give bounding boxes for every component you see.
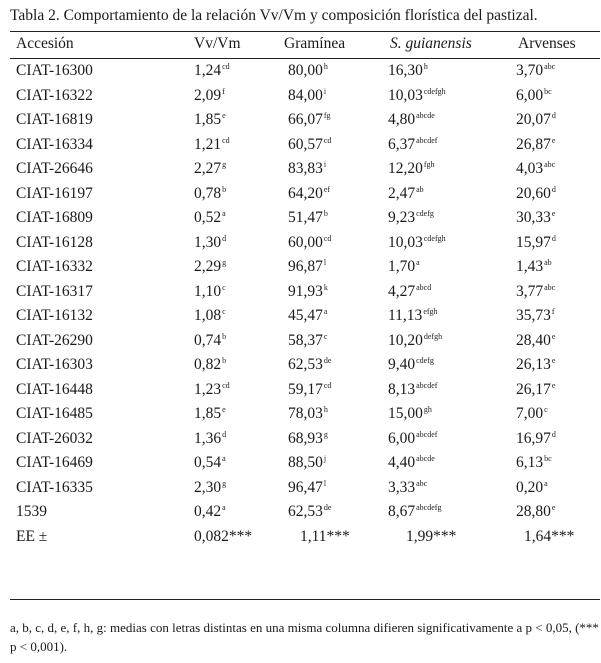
cell-value: 1,85 xyxy=(194,111,222,128)
significance-letters: ab xyxy=(544,258,552,267)
cell-accesion: CIAT-26290 xyxy=(16,331,93,349)
cell-arvenses xyxy=(516,160,555,178)
cell-graminea xyxy=(288,136,331,154)
cell-value: 1,10 xyxy=(194,282,222,300)
cell-value: 6,37 xyxy=(388,135,416,153)
cell-value: 51,47 xyxy=(288,209,323,226)
significance-letters: fgh xyxy=(423,160,435,169)
cell-value: 62,53 xyxy=(288,356,323,373)
significance-letters: e xyxy=(222,111,226,120)
cell-value: 96,47 xyxy=(288,478,323,496)
cell-s-guianensis xyxy=(388,332,442,350)
significance-letters: b xyxy=(222,331,227,341)
cell-vv-vm xyxy=(194,381,230,399)
cell-value: 60,57 xyxy=(288,135,323,153)
cell-value: 1,85 xyxy=(194,405,222,422)
header-s-guianensis: S. guianensis xyxy=(390,35,472,52)
header-graminea: Gramínea xyxy=(284,35,346,52)
cell-arvenses xyxy=(516,405,548,423)
cell-vv-vm xyxy=(194,503,226,521)
cell-accesion: CIAT-16300 xyxy=(16,62,93,79)
cell-value: 6,00 xyxy=(388,429,416,447)
significance-letters: g xyxy=(222,160,227,169)
cell-accesion: CIAT-16332 xyxy=(16,258,93,275)
cell-value: 10,03 xyxy=(388,233,423,251)
cell-arvenses xyxy=(516,185,556,203)
significance-letters: a xyxy=(222,503,226,512)
significance-letters: cdefg xyxy=(416,209,434,218)
cell-value: 58,37 xyxy=(288,331,323,349)
cell-value: 30,33 xyxy=(516,209,551,226)
cell-value: 12,20 xyxy=(388,160,423,177)
cell-arvenses xyxy=(516,87,552,105)
cell-accesion: CIAT-16469 xyxy=(16,454,93,471)
cell-value: 1,23 xyxy=(194,380,222,398)
significance-letters: a xyxy=(222,454,226,463)
cell-accesion: CIAT-16485 xyxy=(16,405,93,422)
cell-value: 9,23 xyxy=(388,209,416,226)
cell-accesion: 1539 xyxy=(16,503,47,520)
cell-accesion: CIAT-16322 xyxy=(16,86,93,104)
cell-accesion: CIAT-16303 xyxy=(16,356,93,373)
significance-letters: c xyxy=(222,282,226,292)
cell-graminea xyxy=(288,356,331,374)
ee-arvenses: 1,64*** xyxy=(524,527,575,545)
significance-letters: abcdef xyxy=(416,135,438,145)
cell-arvenses xyxy=(516,111,556,129)
cell-value: 84,00 xyxy=(288,86,323,104)
cell-vv-vm xyxy=(194,185,226,203)
cell-s-guianensis xyxy=(388,283,431,301)
significance-letters: e xyxy=(551,331,556,341)
cell-s-guianensis xyxy=(388,62,428,80)
cell-value: 3,70 xyxy=(516,62,544,79)
cell-value: 91,93 xyxy=(288,282,323,300)
cell-value: 2,30 xyxy=(194,478,222,496)
cell-vv-vm xyxy=(194,479,226,497)
cell-arvenses xyxy=(516,234,556,252)
significance-letters: cdefgh xyxy=(423,86,446,96)
cell-arvenses xyxy=(516,332,555,350)
significance-letters: c xyxy=(323,331,328,341)
cell-value: 4,03 xyxy=(516,160,544,177)
cell-graminea xyxy=(288,479,326,497)
significance-letters: fg xyxy=(323,111,331,120)
cell-value: 0,78 xyxy=(194,184,222,202)
cell-graminea xyxy=(288,160,326,178)
significance-letters: f xyxy=(551,307,555,316)
cell-vv-vm xyxy=(194,136,230,154)
significance-letters: c xyxy=(222,307,226,316)
significance-letters: cd xyxy=(222,62,230,71)
cell-value: 59,17 xyxy=(288,380,323,398)
cell-vv-vm xyxy=(194,307,226,325)
cell-accesion: CIAT-16128 xyxy=(16,233,93,251)
header-accesion: Accesión xyxy=(16,35,74,52)
cell-value: 20,07 xyxy=(516,111,551,128)
cell-value: 1,08 xyxy=(194,307,222,324)
ee-vv-vm: 0,082*** xyxy=(194,527,253,545)
significance-letters: g xyxy=(222,258,227,267)
cell-s-guianensis xyxy=(388,503,441,521)
header-rule xyxy=(10,58,600,59)
cell-vv-vm xyxy=(194,87,225,105)
cell-value: 35,73 xyxy=(516,307,551,324)
cell-value: 60,00 xyxy=(288,233,323,251)
cell-value: 7,00 xyxy=(516,405,544,422)
footnote-text: a, b, c, d, e, f, h, g: medias con letras distintas en una misma columna difieren significativamente a p < 0,05, (*** p < 0,001). xyxy=(10,620,599,654)
cell-graminea xyxy=(288,381,331,399)
cell-value: 3,33 xyxy=(388,478,416,496)
significance-letters: f xyxy=(222,86,225,96)
cell-vv-vm xyxy=(194,283,226,301)
cell-graminea xyxy=(288,185,330,203)
cell-s-guianensis xyxy=(388,405,432,423)
cell-accesion: CIAT-26032 xyxy=(16,429,93,447)
significance-letters: de xyxy=(323,356,332,365)
cell-vv-vm xyxy=(194,160,226,178)
cell-arvenses xyxy=(516,430,556,448)
cell-arvenses xyxy=(516,209,555,227)
significance-letters: d xyxy=(222,429,227,439)
cell-s-guianensis xyxy=(388,430,437,448)
significance-letters: cd xyxy=(323,233,332,243)
cell-value: 8,13 xyxy=(388,380,416,398)
ee-graminea: 1,11*** xyxy=(300,527,350,545)
significance-letters: a xyxy=(416,258,420,267)
cell-graminea xyxy=(288,307,327,325)
significance-letters: b xyxy=(323,209,328,218)
cell-value: 26,17 xyxy=(516,380,551,398)
significance-letters: a xyxy=(323,307,328,316)
cell-value: 62,53 xyxy=(288,503,323,520)
cell-vv-vm xyxy=(194,454,226,472)
header-vv-vm: Vv/Vm xyxy=(194,35,241,52)
cell-vv-vm xyxy=(194,62,230,80)
significance-letters: defgh xyxy=(423,331,443,341)
significance-letters: h xyxy=(323,62,328,71)
cell-s-guianensis xyxy=(388,356,434,374)
significance-letters: abcd xyxy=(416,282,432,292)
significance-letters: i xyxy=(323,86,327,96)
cell-accesion: CIAT-16335 xyxy=(16,478,93,496)
cell-value: 11,13 xyxy=(388,307,423,324)
table-caption: Tabla 2. Comportamiento de la relación Vv/Vm y composición florística del pastizal. xyxy=(10,7,538,24)
cell-vv-vm xyxy=(194,234,226,252)
cell-arvenses xyxy=(516,479,548,497)
cell-value: 78,03 xyxy=(288,405,323,422)
cell-s-guianensis xyxy=(388,111,435,129)
cell-value: 1,43 xyxy=(516,258,544,275)
significance-letters: c xyxy=(544,405,548,414)
cell-accesion: CIAT-26646 xyxy=(16,160,93,177)
significance-letters: a xyxy=(544,478,548,488)
cell-arvenses xyxy=(516,454,552,472)
cell-value: 4,27 xyxy=(388,282,416,300)
bottom-rule xyxy=(10,599,600,600)
cell-value: 16,30 xyxy=(388,62,423,79)
cell-vv-vm xyxy=(194,430,226,448)
cell-value: 83,83 xyxy=(288,160,323,177)
cell-value: 15,00 xyxy=(388,405,423,422)
significance-letters: e xyxy=(551,503,556,512)
cell-arvenses xyxy=(516,503,555,521)
significance-letters: g xyxy=(222,478,227,488)
cell-s-guianensis xyxy=(388,234,446,252)
cell-s-guianensis xyxy=(388,209,434,227)
cell-s-guianensis xyxy=(388,160,435,178)
cell-value: 96,87 xyxy=(288,258,323,275)
cell-vv-vm xyxy=(194,405,226,423)
significance-letters: cd xyxy=(323,380,332,390)
significance-letters: d xyxy=(551,184,556,194)
cell-graminea xyxy=(288,405,328,423)
cell-graminea xyxy=(288,332,327,350)
significance-letters: abcde xyxy=(416,111,435,120)
cell-value: 1,70 xyxy=(388,258,416,275)
cell-s-guianensis xyxy=(388,454,435,472)
cell-value: 15,97 xyxy=(516,233,551,251)
significance-letters: abcdef xyxy=(416,380,438,390)
cell-graminea xyxy=(288,283,328,301)
cell-graminea xyxy=(288,234,331,252)
cell-value: 3,77 xyxy=(516,282,544,300)
cell-vv-vm xyxy=(194,111,226,129)
significance-letters: e xyxy=(551,135,556,145)
significance-letters: d xyxy=(551,111,556,120)
significance-letters: cd xyxy=(222,380,230,390)
cell-accesion: CIAT-16132 xyxy=(16,307,93,324)
header-arvenses: Arvenses xyxy=(518,35,576,52)
cell-value: 1,30 xyxy=(194,233,222,251)
cell-arvenses xyxy=(516,307,555,325)
cell-s-guianensis xyxy=(388,307,438,325)
cell-value: 88,50 xyxy=(288,454,323,471)
cell-value: 6,00 xyxy=(516,86,544,104)
cell-accesion: CIAT-16448 xyxy=(16,380,93,398)
significance-letters: bc xyxy=(544,454,552,463)
cell-value: 10,20 xyxy=(388,331,423,349)
cell-value: 68,93 xyxy=(288,429,323,447)
cell-value: 45,47 xyxy=(288,307,323,324)
significance-letters: e xyxy=(551,356,556,365)
cell-value: 0,52 xyxy=(194,209,222,226)
cell-vv-vm xyxy=(194,332,226,350)
cell-graminea xyxy=(288,111,331,129)
cell-arvenses xyxy=(516,381,555,399)
top-rule xyxy=(10,31,600,32)
significance-letters: abc xyxy=(544,62,556,71)
significance-letters: bc xyxy=(544,86,552,96)
cell-s-guianensis xyxy=(388,87,446,105)
cell-graminea xyxy=(288,87,326,105)
cell-graminea xyxy=(288,503,331,521)
cell-s-guianensis xyxy=(388,258,420,276)
table-footnote xyxy=(10,618,600,656)
significance-letters: ab xyxy=(416,184,424,194)
cell-value: 0,20 xyxy=(516,478,544,496)
cell-arvenses xyxy=(516,258,552,276)
significance-letters: k xyxy=(323,282,328,292)
cell-accesion: CIAT-16334 xyxy=(16,135,93,153)
cell-vv-vm xyxy=(194,356,226,374)
cell-graminea xyxy=(288,430,328,448)
significance-letters: abc xyxy=(544,160,556,169)
ee-label: EE ± xyxy=(16,527,48,545)
cell-value: 2,09 xyxy=(194,86,222,104)
cell-value: 16,97 xyxy=(516,429,551,447)
significance-letters: efgh xyxy=(423,307,438,316)
significance-letters: abcdef xyxy=(416,429,438,439)
cell-value: 66,07 xyxy=(288,111,323,128)
significance-letters: h xyxy=(423,62,428,71)
cell-value: 26,13 xyxy=(516,356,551,373)
significance-letters: abc xyxy=(416,478,428,488)
cell-value: 1,24 xyxy=(194,62,222,79)
cell-value: 8,67 xyxy=(388,503,416,520)
cell-value: 1,21 xyxy=(194,135,222,153)
significance-letters: b xyxy=(222,184,227,194)
cell-s-guianensis xyxy=(388,136,437,154)
significance-letters: abcde xyxy=(416,454,435,463)
significance-letters: e xyxy=(551,209,556,218)
cell-value: 0,82 xyxy=(194,356,222,373)
cell-value: 28,40 xyxy=(516,331,551,349)
cell-value: 10,03 xyxy=(388,86,423,104)
cell-value: 2,47 xyxy=(388,184,416,202)
cell-vv-vm xyxy=(194,209,226,227)
cell-accesion: CIAT-16819 xyxy=(16,111,93,128)
cell-value: 28,80 xyxy=(516,503,551,520)
significance-letters: cdefg xyxy=(416,356,434,365)
cell-s-guianensis xyxy=(388,479,427,497)
cell-s-guianensis xyxy=(388,185,424,203)
cell-value: 20,60 xyxy=(516,184,551,202)
cell-graminea xyxy=(288,258,326,276)
significance-letters: l xyxy=(323,258,327,267)
cell-s-guianensis xyxy=(388,381,437,399)
cell-value: 1,36 xyxy=(194,429,222,447)
cell-graminea xyxy=(288,62,328,80)
cell-accesion: CIAT-16809 xyxy=(16,209,93,226)
cell-value: 4,80 xyxy=(388,111,416,128)
significance-letters: b xyxy=(222,356,227,365)
significance-letters: g xyxy=(323,429,328,439)
ee-s-guianensis: 1,99*** xyxy=(406,527,457,545)
significance-letters: h xyxy=(323,405,328,414)
cell-value: 2,27 xyxy=(194,160,222,177)
cell-value: 9,40 xyxy=(388,356,416,373)
significance-letters: a xyxy=(222,209,226,218)
cell-value: 4,40 xyxy=(388,454,416,471)
significance-letters: e xyxy=(222,405,226,414)
cell-value: 26,87 xyxy=(516,135,551,153)
significance-letters: d xyxy=(551,429,556,439)
significance-letters: abcdefg xyxy=(416,503,442,512)
significance-letters: d xyxy=(222,233,227,243)
significance-letters: i xyxy=(323,160,327,169)
cell-value: 0,74 xyxy=(194,331,222,349)
cell-value: 64,20 xyxy=(288,184,323,202)
cell-value: 2,29 xyxy=(194,258,222,275)
significance-letters: cdefgh xyxy=(423,233,446,243)
cell-arvenses xyxy=(516,283,555,301)
cell-accesion: CIAT-16317 xyxy=(16,282,93,300)
cell-value: 0,42 xyxy=(194,503,222,520)
significance-letters: ef xyxy=(323,184,331,194)
significance-letters: d xyxy=(551,233,556,243)
significance-letters: cd xyxy=(222,135,230,145)
cell-arvenses xyxy=(516,356,555,374)
cell-graminea xyxy=(288,454,326,472)
significance-letters: de xyxy=(323,503,332,512)
significance-letters: abc xyxy=(544,282,556,292)
cell-arvenses xyxy=(516,136,555,154)
cell-accesion: CIAT-16197 xyxy=(16,184,93,202)
cell-value: 6,13 xyxy=(516,454,544,471)
cell-graminea xyxy=(288,209,328,227)
significance-letters: j xyxy=(323,454,327,463)
cell-value: 0,54 xyxy=(194,454,222,471)
cell-vv-vm xyxy=(194,258,226,276)
significance-letters: gh xyxy=(423,405,432,414)
significance-letters: l xyxy=(323,478,327,488)
cell-arvenses xyxy=(516,62,555,80)
significance-letters: e xyxy=(551,380,556,390)
significance-letters: cd xyxy=(323,135,332,145)
cell-value: 80,00 xyxy=(288,62,323,79)
